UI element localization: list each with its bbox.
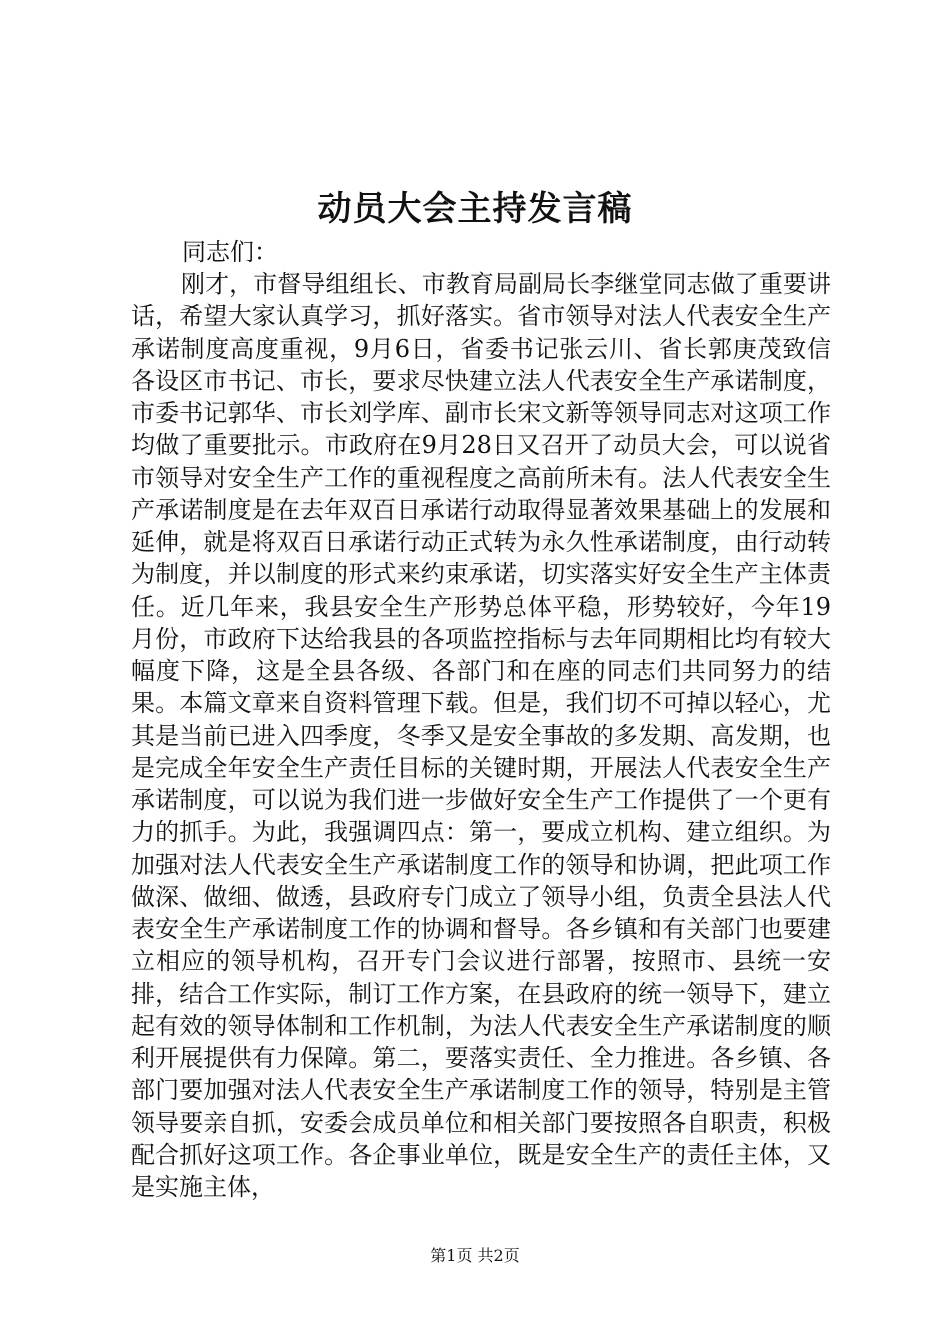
salutation: 同志们： xyxy=(182,238,278,266)
document-title: 动员大会主持发言稿 xyxy=(317,189,633,229)
body-paragraph: 刚才，市督导组组长、市教育局副局长李继堂同志做了重要讲话，希望大家认真学习，抓好落实。省市领导对法人代表安全生产承诺制度高度重视，9月6日，省委书记张云川、省长郭庚茂致信各设区市书记、市长，要求尽快建立法人代表安全生产承诺制度，市委书记郭华、市长刘学库、副市长宋文新等领导同志对这项工作均做了重要批示。市政府在9月28日又召开了动员大会，可以说省市领导对安全生产工作的重视程度之高前所未有。法人代表安全生产承诺制度是在去年双百日承诺行动取得显著效果基础上的发展和延伸，就是将双百日承诺行动正式转为永久性承诺制度，由行动转为制度，并以制度的形式来约束承诺，切实落实好安全生产主体责任。近几年来，我县安全生产形势总体平稳，形势较好，今年19月份，市政府下达给我县的各项监控指标与去年同期相比均有较大幅度下降，这是全县各级、各部门和在座的同志们共同努力的结果。本篇文章来自资料管理下载。但是，我们切不可掉以轻心，尤其是当前已进入四季度，冬季又是安全事故的多发期、高发期，也是完成全年安全生产责任目标的关键时期，开展法人代表安全生产承诺制度，可以说为我们进一步做好安全生产工作提供了一个更有力的抓手。为此，我强调四点：第一，要成立机构、建立组织。为加强对法人代表安全生产承诺制度工作的领导和协调，把此项工作做深、做细、做透，县政府专门成立了领导小组，负责全县法人代表安全生产承诺制度工作的协调和督导。各乡镇和有关部门也要建立相应的领导机构，召开专门会议进行部署，按照市、县统一安排，结合工作实际，制订工作方案，在县政府的统一领导下，建立起有效的领导体制和工作机制，为法人代表安全生产承诺制度的顺利开展提供有力保障。第二，要落实责任、全力推进。各乡镇、各部门要加强对法人代表安全生产承诺制度工作的领导，特别是主管领导要亲自抓，安委会成员单位和相关部门要按照各自职责，积极配合抓好这项工作。各企事业单位，既是安全生产的责任主体，又是实施主体， xyxy=(131,270,831,1201)
page-number-footer: 第1页 共2页 xyxy=(430,1246,520,1265)
